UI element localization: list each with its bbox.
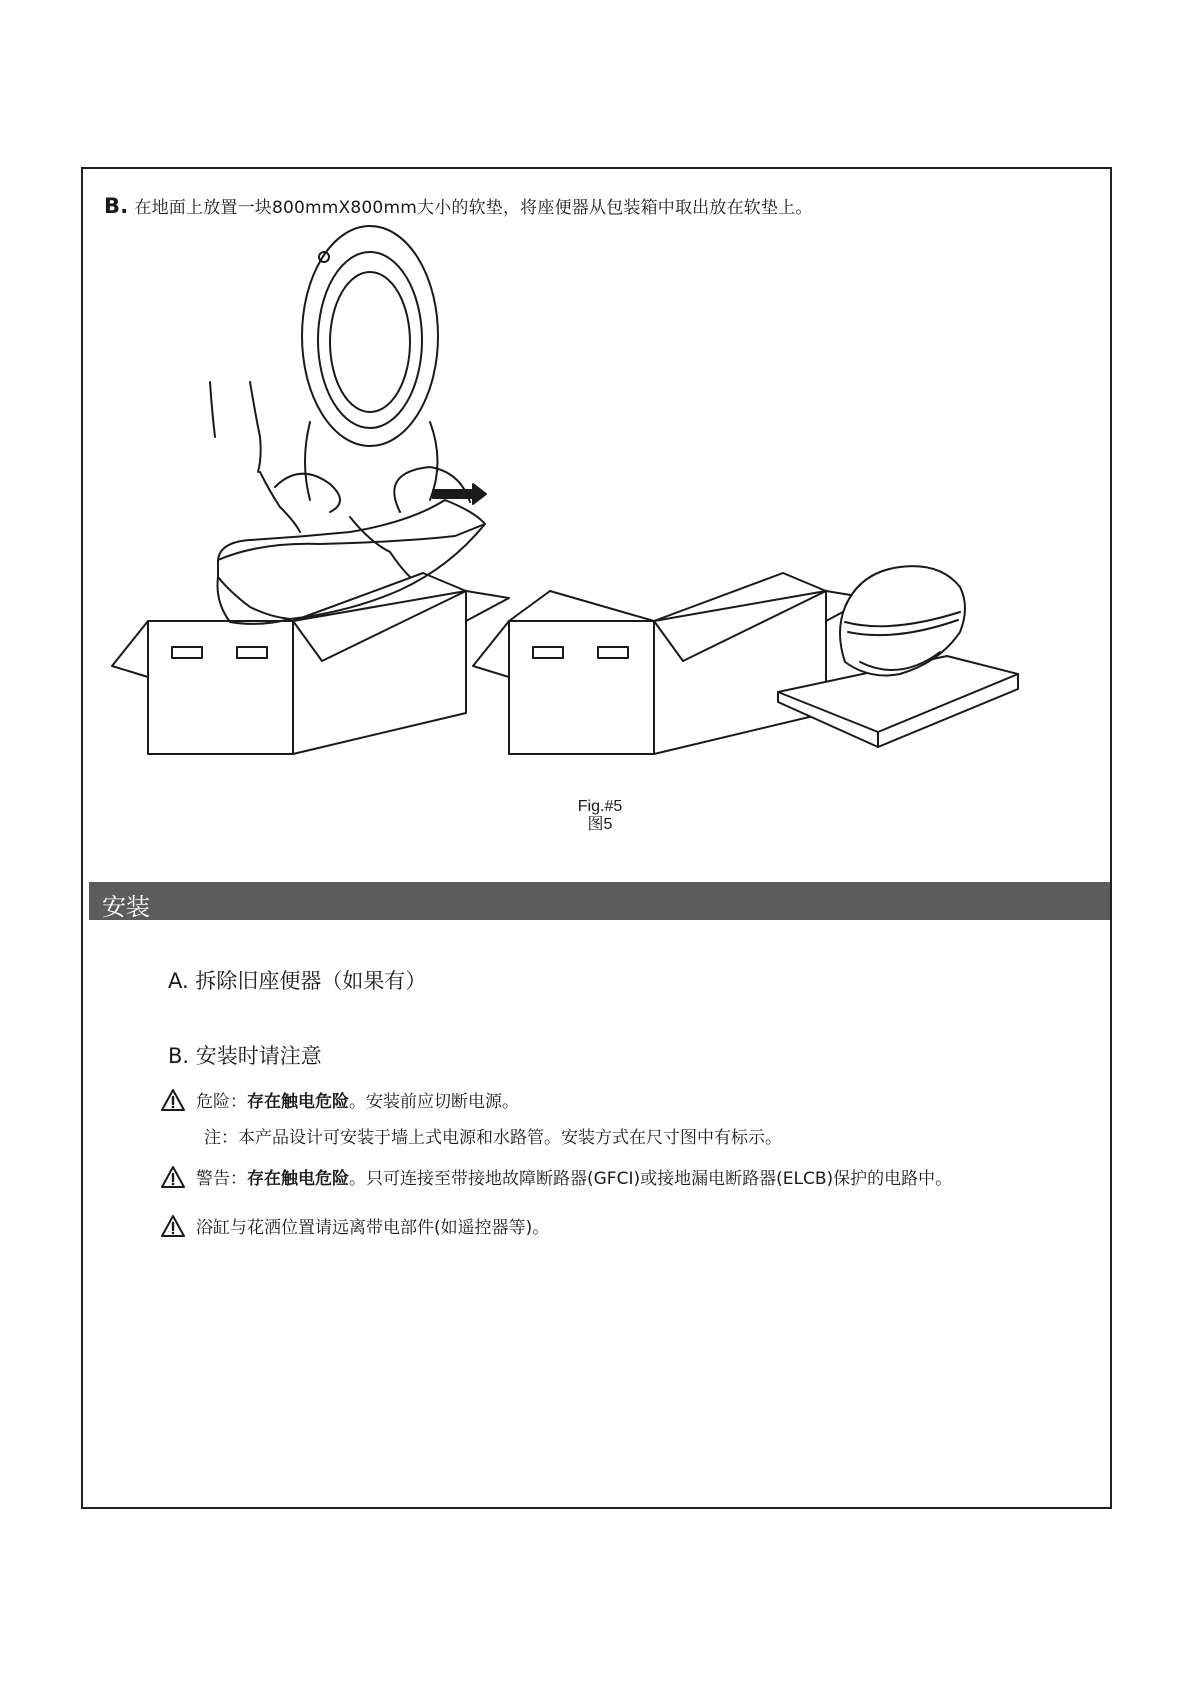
item-remove-old-toilet: A. 拆除旧座便器（如果有） [168, 969, 427, 993]
section-header [89, 882, 1110, 920]
bath-distance-warning [160, 1213, 549, 1238]
item-install-notes: B. 安装时请注意 [168, 1044, 322, 1068]
figure-caption-en: Fig.#5 [577, 798, 623, 815]
warning-triangle-icon [160, 1088, 186, 1112]
danger-text: 。安装前应切断电源。 [349, 1092, 519, 1112]
step-b-instruction [104, 193, 813, 218]
step-b-text: 在地面上放置一块800mmX800mm大小的软垫，将座便器从包装箱中取出放在软垫上。 [134, 198, 813, 218]
warning-triangle-icon [160, 1214, 186, 1238]
caution-prefix: 警告： [196, 1169, 247, 1189]
step-b-letter: B. [104, 194, 129, 218]
figure-caption-cn: 图5 [587, 816, 613, 833]
unboxing-illustration [100, 222, 1100, 782]
arrow-right-icon [433, 484, 486, 504]
warning-triangle-icon [160, 1165, 186, 1189]
caution-emphasis: 存在触电危险 [247, 1169, 349, 1189]
install-note: 注：本产品设计可安装于墙上式电源和水路管。安装方式在尺寸图中有标示。 [204, 1128, 782, 1148]
caution-text: 。只可连接至带接地故障断路器(GFCI)或接地漏电断路器(ELCB)保护的电路中。 [349, 1169, 953, 1189]
bath-distance-text: 浴缸与花洒位置请远离带电部件(如遥控器等)。 [196, 1218, 550, 1238]
danger-emphasis: 存在触电危险 [247, 1092, 349, 1112]
caution-warning [160, 1164, 952, 1189]
section-title: 安装 [102, 893, 150, 921]
toilet-lifting-illustration [210, 226, 485, 624]
figure-caption [540, 798, 660, 834]
left-box-illustration [112, 573, 509, 754]
danger-prefix: 危险： [196, 1092, 247, 1112]
danger-warning [160, 1087, 519, 1112]
right-box-illustration [473, 573, 869, 754]
